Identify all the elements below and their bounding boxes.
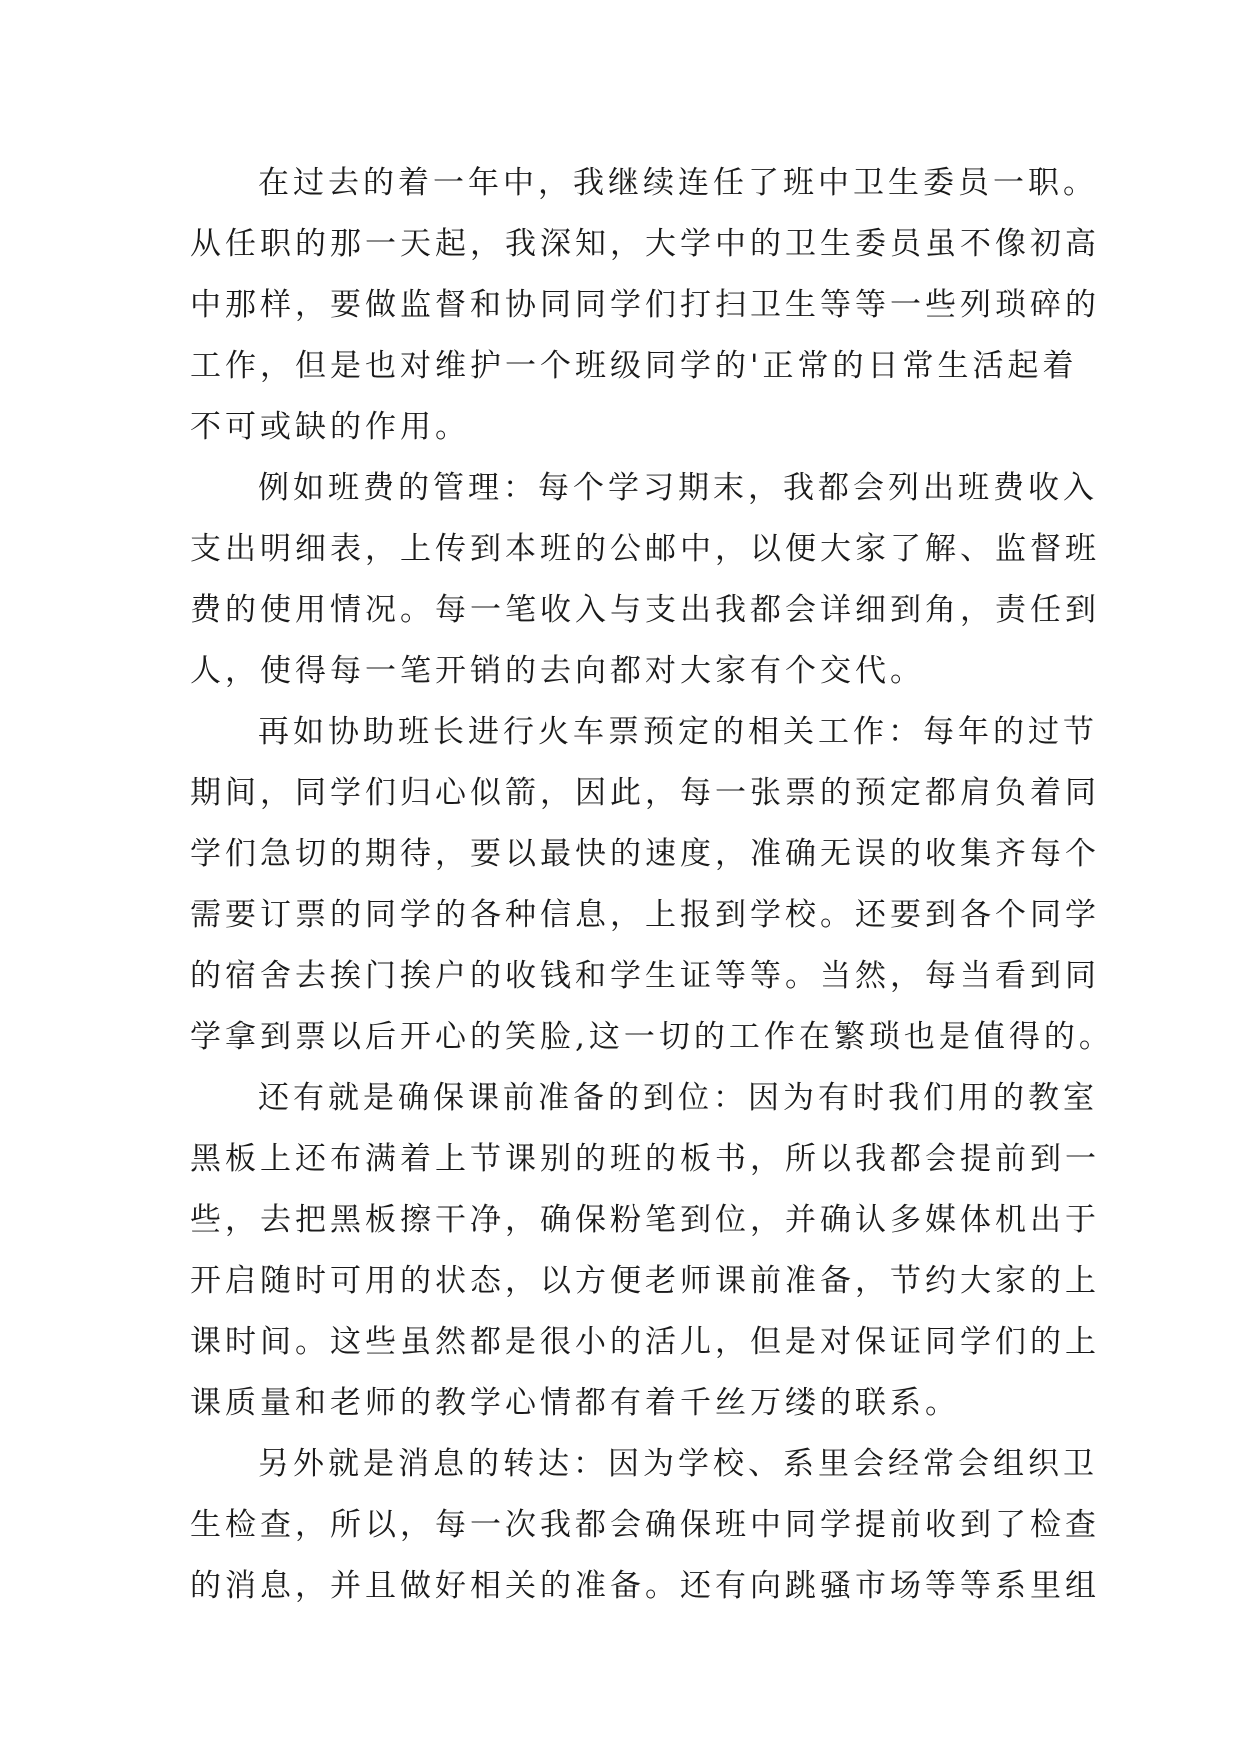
text-line: 的消息，并且做好相关的准备。还有向跳骚市场等等系里组 — [190, 1568, 1100, 1604]
text-line: 另外就是消息的转达：因为学校、系里会经常会组织卫 — [258, 1446, 1098, 1482]
text-line: 还有就是确保课前准备的到位：因为有时我们用的教室 — [258, 1080, 1098, 1116]
text-line: 在过去的着一年中，我继续连任了班中卫生委员一职。 — [258, 165, 1098, 201]
text-line: 期间，同学们归心似箭，因此，每一张票的预定都肩负着同 — [190, 775, 1100, 811]
text-line: 需要订票的同学的各种信息，上报到学校。还要到各个同学 — [190, 897, 1100, 933]
text-line: 再如协助班长进行火车票预定的相关工作：每年的过节 — [258, 714, 1098, 750]
text-line: 学们急切的期待，要以最快的速度，准确无误的收集齐每个 — [190, 836, 1100, 872]
text-line: 人，使得每一笔开销的去向都对大家有个交代。 — [190, 653, 925, 689]
text-line: 课质量和老师的教学心情都有着千丝万缕的联系。 — [190, 1385, 960, 1421]
text-line: 中那样，要做监督和协同同学们打扫卫生等等一些列琐碎的 — [190, 287, 1100, 323]
text-line: 费的使用情况。每一笔收入与支出我都会详细到角，责任到 — [190, 592, 1100, 628]
text-line: 学拿到票以后开心的笑脸,这一切的工作在繁琐也是值得的。 — [190, 1019, 1114, 1055]
text-line: 课时间。这些虽然都是很小的活儿，但是对保证同学们的上 — [190, 1324, 1100, 1360]
text-line: 从任职的那一天起，我深知，大学中的卫生委员虽不像初高 — [190, 226, 1100, 262]
text-line: 支出明细表，上传到本班的公邮中，以便大家了解、监督班 — [190, 531, 1100, 567]
text-line: 黑板上还布满着上节课别的班的板书，所以我都会提前到一 — [190, 1141, 1100, 1177]
text-line: 的宿舍去挨门挨户的收钱和学生证等等。当然，每当看到同 — [190, 958, 1100, 994]
text-line: 例如班费的管理：每个学习期末，我都会列出班费收入 — [258, 470, 1098, 506]
text-line: 些，去把黑板擦干净，确保粉笔到位，并确认多媒体机出于 — [190, 1202, 1100, 1238]
document-body — [190, 153, 1114, 1617]
text-line: 开启随时可用的状态，以方便老师课前准备，节约大家的上 — [190, 1263, 1100, 1299]
text-line: 生检查，所以，每一次我都会确保班中同学提前收到了检查 — [190, 1507, 1100, 1543]
text-line: 工作，但是也对维护一个班级同学的'正常的日常生活起着 — [190, 348, 1078, 384]
text-line: 不可或缺的作用。 — [190, 409, 470, 445]
